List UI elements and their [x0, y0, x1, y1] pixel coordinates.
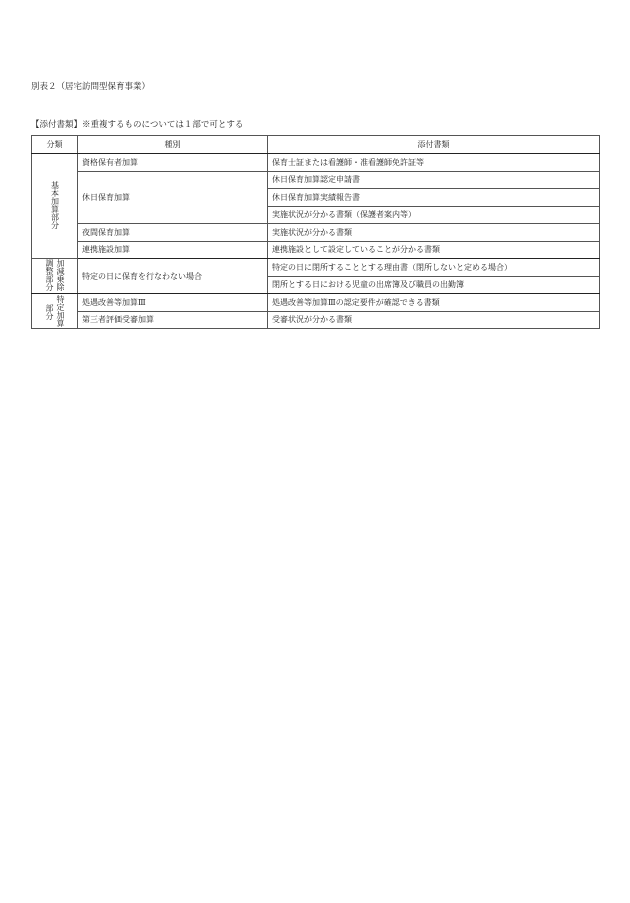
document-cell: 休日保育加算認定申請書	[268, 171, 600, 189]
document-cell: 実施状況が分かる書類（保護者案内等）	[268, 206, 600, 224]
document-cell: 閉所とする日における児童の出席簿及び職員の出勤簿	[268, 276, 600, 294]
page-heading: 別表２（居宅訪問型保育事業）	[31, 82, 151, 92]
table-row	[32, 224, 600, 242]
document-cell: 休日保育加算実績報告書	[268, 189, 600, 207]
document-cell: 受審状況が分かる書類	[268, 311, 600, 329]
category-label: 基本加算部分	[50, 181, 60, 229]
type-cell: 処遇改善等加算Ⅲ	[78, 294, 268, 312]
document-cell: 保育士証または看護師・准看護師免許証等	[268, 154, 600, 172]
type-cell: 夜間保育加算	[78, 224, 268, 242]
type-cell: 特定の日に保育を行なわない場合	[78, 259, 268, 294]
type-cell: 資格保有者加算	[78, 154, 268, 172]
category-cell-basic	[32, 154, 78, 259]
table-row	[32, 171, 600, 189]
category-label-group	[44, 295, 65, 327]
document-cell: 実施状況が分かる書類	[268, 224, 600, 242]
category-cell-adjustment	[32, 259, 78, 294]
category-label: 特定加算	[56, 295, 65, 327]
table-row	[32, 154, 600, 172]
category-label: 調整部分	[45, 259, 54, 291]
category-label-group	[44, 259, 65, 291]
table-header-row	[32, 136, 600, 154]
document-cell: 連携施設として設定していることが分かる書類	[268, 241, 600, 259]
type-cell: 連携施設加算	[78, 241, 268, 259]
table-row	[32, 259, 600, 277]
header-documents: 添付書類	[268, 136, 600, 154]
header-type: 種別	[78, 136, 268, 154]
table-row	[32, 294, 600, 312]
type-cell: 第三者評価受審加算	[78, 311, 268, 329]
table-row	[32, 311, 600, 329]
type-cell: 休日保育加算	[78, 171, 268, 224]
document-cell: 特定の日に閉所することとする理由書（閉所しないと定める場合）	[268, 259, 600, 277]
document-cell: 処遇改善等加算Ⅲの認定要件が確認できる書類	[268, 294, 600, 312]
table-row	[32, 241, 600, 259]
table-caption: 【添付書類】※重複するものについては１部で可とする	[31, 120, 244, 130]
header-category: 分類	[32, 136, 78, 154]
category-label: 部分	[45, 304, 54, 320]
category-cell-specific	[32, 294, 78, 329]
category-label: 加減乗除	[56, 259, 65, 291]
attachments-table	[31, 135, 600, 329]
